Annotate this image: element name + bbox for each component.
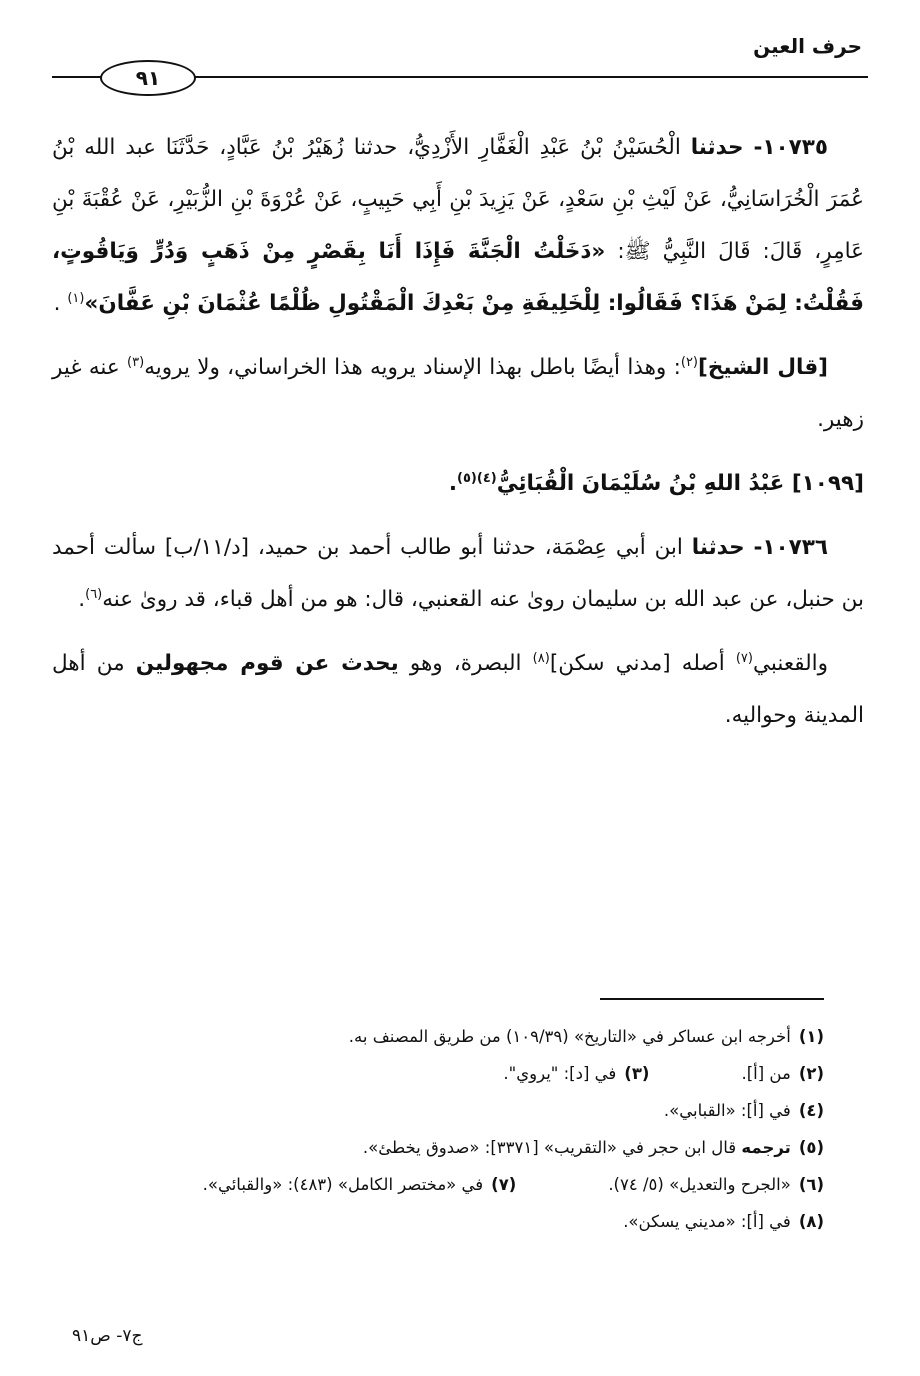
running-head: حرف العين — [753, 34, 862, 58]
footnote-2 — [741, 1055, 824, 1092]
footnote-3 — [503, 1055, 649, 1092]
comment-label: [قال الشيخ] — [698, 355, 828, 380]
footnote-line — [60, 1055, 824, 1092]
comment-text: والقعنبي — [752, 651, 829, 676]
footnote-1 — [349, 1018, 824, 1055]
footnote-mark: (٣) — [624, 1064, 650, 1083]
isnad-text: الْحُسَيْنُ بْنُ عَبْدِ الْغَفَّارِ الأَزْدِيُّ، حدثنا زُهَيْرُ بْنُ عَبَّادٍ، حَدَّثَنَا عبد الله بْنُ عُمَرَ الْخُرَاسَانِيُّ، عَنْ لَيْثِ بْنِ سَعْدٍ، عَنْ يَزِيدَ بْنِ أَبِي حَبِيبٍ، عَنْ عُرْوَةَ بْنِ الزُّبَيْرِ، عَنْ عُقْبَةَ بْنِ عَامِرٍ، قَالَ: قَالَ النَّبِيُّ ﷺ: — [52, 135, 864, 264]
footnote-keyword: ترجمه — [741, 1138, 791, 1157]
footnote-text: من [أ]. — [741, 1064, 791, 1083]
comment-text: من أهل المدينة وحواليه. — [52, 651, 864, 728]
footnote-ref: (١) — [67, 290, 85, 306]
footnote-text: أخرجه ابن عساكر في «التاريخ» (١٠٩/٣٩) من طريق المصنف به. — [348, 1027, 791, 1046]
period: . — [448, 471, 458, 496]
volume-page-signature: ج٧- ص٩١ — [72, 1326, 143, 1346]
period: . — [53, 291, 61, 316]
footnote-line — [60, 1166, 824, 1203]
qanabi-comment — [52, 638, 864, 742]
footnote-line — [60, 1203, 824, 1240]
footnote-ref: (٤)(٥) — [457, 470, 497, 486]
hadith-number: ١٠٧٣٦- — [753, 535, 828, 560]
footnote-ref: (٨) — [532, 650, 550, 666]
footnotes — [60, 1018, 824, 1240]
footnote-ref: (٢) — [680, 354, 698, 370]
footnote-text: «الجرح والتعديل» (٥/ ٧٤). — [608, 1175, 791, 1194]
footnote-mark: (٦) — [798, 1175, 824, 1194]
comment-text: عنه غير زهير. — [52, 355, 864, 432]
footnote-ref: (٦) — [85, 586, 103, 602]
footnote-6 — [608, 1166, 824, 1203]
entry-title — [52, 458, 864, 510]
hadith-number: ١٠٧٣٥- — [753, 135, 828, 160]
footnote-line — [60, 1129, 824, 1166]
page-number-oval — [100, 60, 196, 96]
sheikh-comment — [52, 342, 864, 446]
hadith-matn: «دَخَلْتُ الْجَنَّةَ فَإِذَا أَنَا بِقَصْرٍ مِنْ ذَهَبٍ وَدُرٍّ وَيَاقُوتٍ، فَقُلْتُ: لِمَنْ هَذَا؟ فَقَالُوا: لِلْخَلِيفَةِ مِنْ بَعْدِكَ الْمَقْتُولِ ظُلْمًا عُثْمَانَ بْنِ عَفَّانَ» — [52, 239, 864, 316]
hadith-10735 — [52, 122, 864, 330]
footnote-mark: (٤) — [798, 1101, 824, 1120]
footnote-text: في [أ]: «مديني يسكن». — [623, 1212, 791, 1231]
body-text — [52, 122, 864, 754]
period: . — [78, 587, 86, 612]
comment-text: البصرة، وهو — [409, 651, 522, 676]
hadith-10736 — [52, 522, 864, 626]
footnote-mark: (٧) — [491, 1175, 517, 1194]
footnote-7 — [203, 1166, 517, 1203]
hadith-keyword: حدثنا — [690, 135, 744, 160]
comment-highlight: يحدث عن قوم مجهولين — [135, 651, 399, 676]
footnote-5 — [363, 1129, 824, 1166]
hadith-keyword: حدثنا — [691, 535, 745, 560]
entry-number: [١٠٩٩] — [791, 471, 864, 496]
footnote-ref: (٣) — [127, 354, 145, 370]
footnote-ref: (٧) — [735, 650, 753, 666]
comment-text: أصله [مدني سكن] — [549, 651, 725, 676]
comment-text: : وهذا أيضًا باطل بهذا الإسناد يرويه هذا الخراساني، ولا يرويه — [144, 355, 681, 380]
footnote-mark: (٨) — [798, 1212, 824, 1231]
entry-name: عَبْدُ اللهِ بْنُ سُلَيْمَانَ الْقُبَائِيُّ — [496, 471, 785, 496]
footnote-line — [60, 1092, 824, 1129]
footnote-8 — [623, 1203, 824, 1240]
footnote-line — [60, 1018, 824, 1055]
footnote-text: في «مختصر الكامل» (٤٨٣): «والقبائي». — [202, 1175, 484, 1194]
footnote-mark: (٢) — [798, 1064, 824, 1083]
footnote-rule — [600, 998, 824, 1000]
footnote-text: في [د]: "يروي". — [503, 1064, 617, 1083]
footnote-text: قال ابن حجر في «التقريب» [٣٣٧١]: «صدوق يخطئ». — [362, 1138, 737, 1157]
footnote-4 — [664, 1092, 824, 1129]
page-number: ٩١ — [135, 66, 161, 90]
hadith-text: ابن أبي عِصْمَة، حدثنا أبو طالب أحمد بن حميد، [د/١١/ب] سألت أحمد بن حنبل، عن عبد الله بن سليمان روىٰ عنه القعنبي، قال: هو من أهل قباء، قد روىٰ عنه — [52, 535, 864, 612]
footnote-mark: (٥) — [798, 1138, 824, 1157]
footnote-mark: (١) — [798, 1027, 824, 1046]
footnote-text: في [أ]: «القبابي». — [663, 1101, 791, 1120]
